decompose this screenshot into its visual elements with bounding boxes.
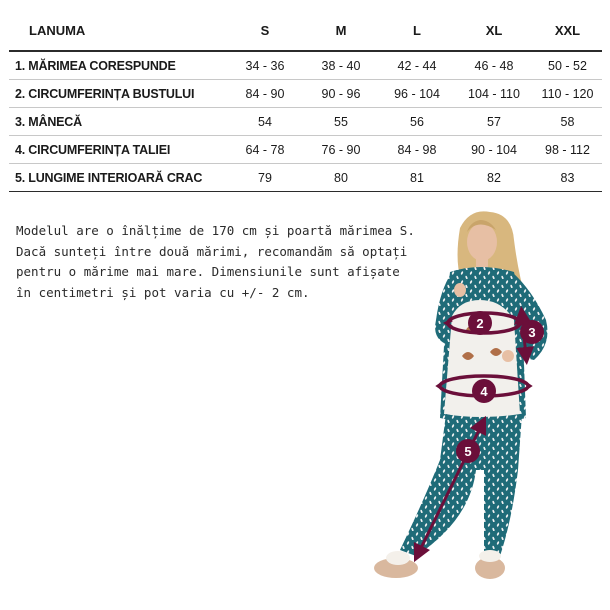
header-size-l: L (379, 10, 455, 51)
table-cell: 34 - 36 (227, 51, 303, 80)
row-label: 3. MÂNECĂ (9, 108, 227, 136)
table-cell: 38 - 40 (303, 51, 379, 80)
size-description (16, 221, 416, 303)
table-cell: 42 - 44 (379, 51, 455, 80)
header-size-s: S (227, 10, 303, 51)
table-cell: 58 (533, 108, 602, 136)
model-left-hand (454, 283, 466, 297)
table-row (9, 136, 602, 164)
table-cell: 57 (455, 108, 533, 136)
marker-5: 5 (464, 444, 472, 459)
table-cell: 50 - 52 (533, 51, 602, 80)
size-chart-table (9, 10, 602, 192)
table-row (9, 164, 602, 192)
description-line: Dacă sunteți între două mărimi, recomandăm să optați (16, 243, 408, 259)
row-label: 4. CIRCUMFERINȚA TALIEI (9, 136, 227, 164)
table-cell: 90 - 96 (303, 80, 379, 108)
marker-2: 2 (476, 316, 484, 331)
row-label: 1. MĂRIMEA CORESPUNDE (9, 51, 227, 80)
table-cell: 46 - 48 (455, 51, 533, 80)
row-label: 2. CIRCUMFERINȚA BUSTULUI (9, 80, 227, 108)
table-cell: 64 - 78 (227, 136, 303, 164)
table-cell: 79 (227, 164, 303, 192)
marker-4: 4 (480, 384, 488, 399)
table-cell: 90 - 104 (455, 136, 533, 164)
model-right-hand (502, 350, 514, 362)
model-measurement-figure (368, 204, 568, 594)
table-cell: 82 (455, 164, 533, 192)
table-header-row (9, 10, 602, 51)
description-line: Modelul are o înălțime de 170 cm și poartă mărimea S. (16, 223, 415, 238)
header-size-m: M (303, 10, 379, 51)
description-line: pentru o mărime mai mare. Dimensiunile sunt afișate (16, 264, 400, 279)
table-cell: 104 - 110 (455, 80, 533, 108)
table-row (9, 51, 602, 80)
table-row (9, 108, 602, 136)
table-cell: 76 - 90 (303, 136, 379, 164)
table-cell: 56 (379, 108, 455, 136)
header-size-xxl: XXL (533, 10, 602, 51)
table-cell: 83 (533, 164, 602, 192)
model-pants (400, 414, 522, 556)
table-cell: 55 (303, 108, 379, 136)
table-cell: 84 - 90 (227, 80, 303, 108)
table-row (9, 80, 602, 108)
table-cell: 54 (227, 108, 303, 136)
table-cell: 110 - 120 (533, 80, 602, 108)
marker-3: 3 (528, 325, 536, 340)
header-size-xl: XL (455, 10, 533, 51)
table-cell: 81 (379, 164, 455, 192)
table-cell: 98 - 112 (533, 136, 602, 164)
row-label: 5. LUNGIME INTERIOARĂ CRAC (9, 164, 227, 192)
model-face (467, 223, 497, 261)
table-cell: 96 - 104 (379, 80, 455, 108)
table-cell: 80 (303, 164, 379, 192)
table-cell: 84 - 98 (379, 136, 455, 164)
header-brand: LANUMA (9, 10, 227, 51)
description-line: în centimetri și pot varia cu +/- 2 cm. (16, 284, 310, 300)
